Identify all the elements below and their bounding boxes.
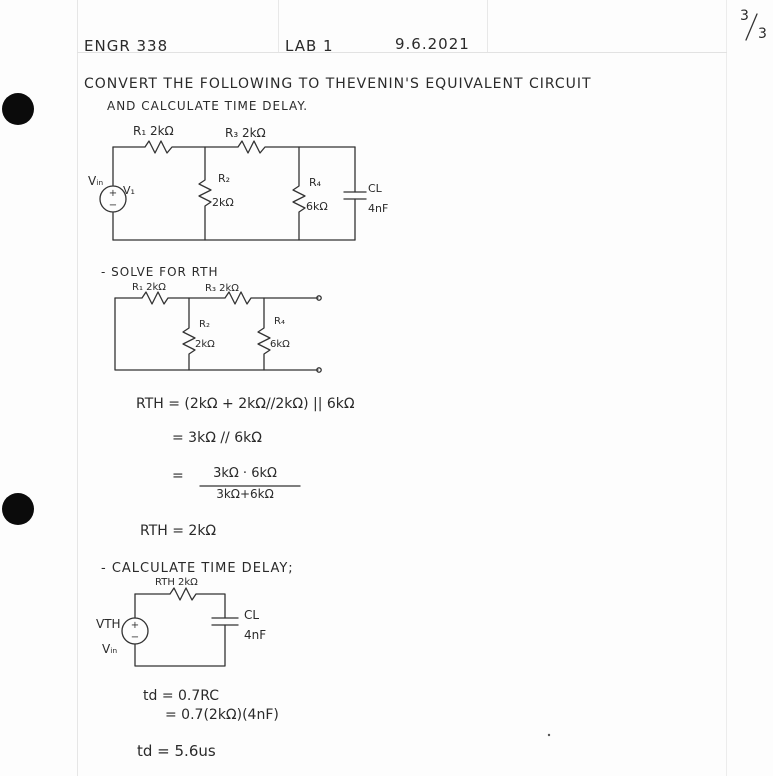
- lab-label: LAB 1: [285, 37, 334, 55]
- r4-name: R₄: [309, 176, 322, 189]
- source1-minus: −: [108, 200, 118, 211]
- date: 9.6.2021: [395, 35, 470, 53]
- td-equation-1: td = 0.7RC: [143, 688, 220, 704]
- source1-plus: +: [108, 188, 118, 199]
- rth-r2-value: 2kΩ: [195, 339, 215, 350]
- page-number-slash: [746, 14, 757, 40]
- td-vin-label: Vᵢₙ: [102, 642, 118, 656]
- course-code: ENGR 338: [84, 37, 169, 55]
- circuit2-resistor-r2: [183, 298, 195, 370]
- rth-equation-2: = 3kΩ // 6kΩ: [172, 430, 262, 446]
- problem-statement-line2: AND CALCULATE TIME DELAY.: [107, 99, 309, 113]
- v1-label: V₁: [123, 184, 135, 197]
- circuit2-resistor-r4: [258, 298, 270, 370]
- circuit1-top-wire-r1-r3: [113, 141, 355, 153]
- circuit2-left-bottom-wire: [115, 298, 318, 370]
- source2-minus: −: [130, 632, 140, 643]
- circuit2-top-wire: [115, 292, 318, 304]
- problem-statement-line1: CONVERT THE FOLLOWING TO THEVENIN'S EQUIVALENT CIRCUIT: [84, 76, 592, 92]
- rth-fraction-numerator: 3kΩ · 6kΩ: [213, 466, 277, 481]
- resistor-r2: [199, 147, 211, 240]
- cl-value: 4nF: [368, 202, 389, 215]
- rth-r4-value: 6kΩ: [270, 339, 290, 350]
- r2-name: R₂: [218, 172, 231, 185]
- section-time-delay: - CALCULATE TIME DELAY;: [101, 561, 294, 576]
- td-cl-name: CL: [244, 608, 260, 622]
- td-equation-2: = 0.7(2kΩ)(4nF): [165, 707, 279, 723]
- rth-r3-label: R₃ 2kΩ: [205, 283, 239, 294]
- resistor-r4: [293, 147, 305, 240]
- td-vth-label: VTH: [96, 617, 121, 631]
- rth-equation-3-prefix: =: [172, 468, 184, 484]
- td-rth-label: RTH 2kΩ: [155, 577, 198, 588]
- circuit3-top-wire-rth: [135, 588, 225, 618]
- source2-plus: +: [130, 620, 140, 631]
- circuit-1: [100, 141, 366, 240]
- td-result: td = 5.6us: [137, 742, 216, 760]
- r3-label: R₃ 2kΩ: [225, 126, 266, 140]
- td-cl-value: 4nF: [244, 628, 267, 642]
- rth-r4-name: R₄: [274, 316, 285, 327]
- r1-label: R₁ 2kΩ: [133, 124, 174, 138]
- rth-equation-1: RTH = (2kΩ + 2kΩ//2kΩ) || 6kΩ: [136, 396, 355, 412]
- cl-name: CL: [368, 182, 382, 195]
- rth-fraction-denominator: 3kΩ+6kΩ: [216, 487, 274, 501]
- rth-result: RTH = 2kΩ: [140, 523, 217, 539]
- circuit-3: [122, 588, 238, 666]
- rth-r2-name: R₂: [199, 319, 210, 330]
- section-solve-rth: - SOLVE FOR RTH: [101, 265, 219, 279]
- circuit-2: [115, 292, 321, 372]
- page-number-denominator: 3: [758, 26, 767, 42]
- r2-value: 2kΩ: [212, 196, 234, 209]
- page-number-numerator: 3: [740, 8, 749, 24]
- pen-dot: [548, 734, 550, 736]
- rth-r1-label: R₁ 2kΩ: [132, 282, 166, 293]
- vin-label: Vᵢₙ: [88, 174, 104, 188]
- r4-value: 6kΩ: [306, 200, 328, 213]
